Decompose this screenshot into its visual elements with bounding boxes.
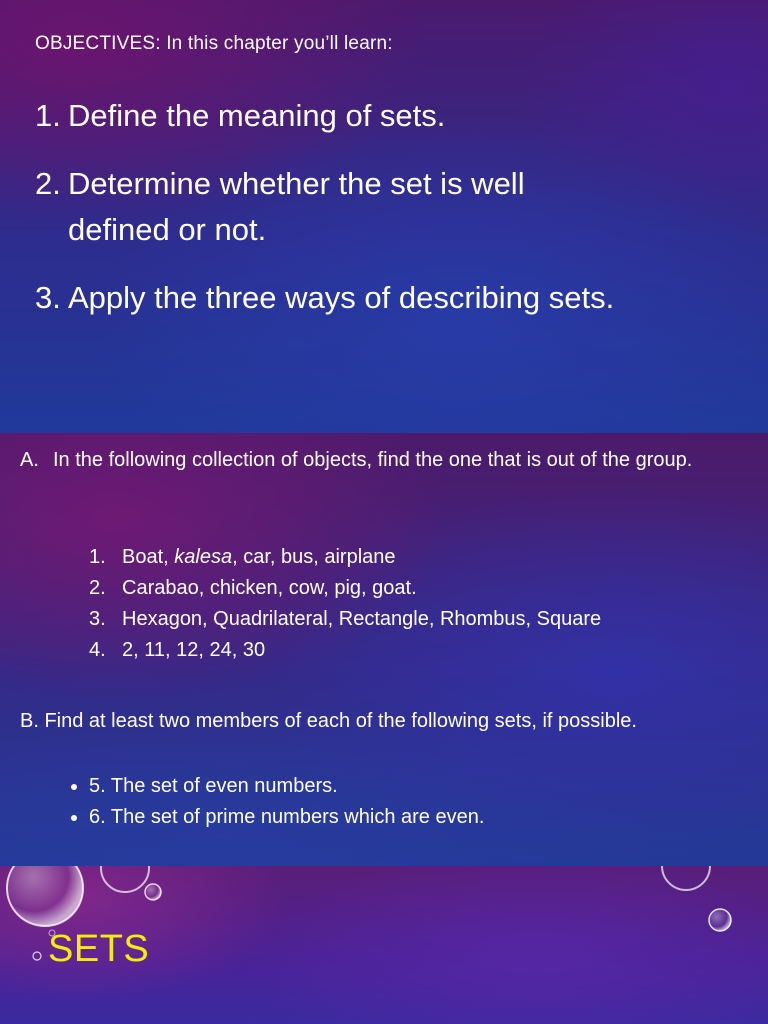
section-b-instruction: B. Find at least two members of each of the following sets, if possible. [20,710,637,732]
item-text: Carabao, chicken, cow, pig, goat. [122,577,417,599]
objective-text: Define the meaning of sets. [68,98,446,133]
section-a-list [49,542,601,666]
item-text-pre: Boat, [122,546,175,568]
objective-item [35,93,755,139]
list-item: • 5. The set of even numbers. [89,771,484,802]
section-a-letter: A. [20,449,39,471]
item-number: 3. [89,608,106,630]
item-text-post: , car, bus, airplane [232,546,396,568]
item-text: Hexagon, Quadrilateral, Rectangle, Rhombus, Square [122,608,602,630]
item-number: 2. [89,577,106,599]
objective-item [35,275,755,321]
objective-text: Apply the three ways of describing sets. [68,280,615,315]
bubble-icon [101,866,149,892]
item-text: 2, 11, 12, 24, 30 [122,639,266,661]
objective-number: 1. [35,98,61,133]
objective-text: Determine whether the set is well defined or not. [68,166,525,247]
list-item [89,604,601,635]
bubble-icon [33,952,41,960]
bubble-icon [145,884,161,900]
item-number: 4. [89,639,106,661]
list-item [89,635,601,666]
objective-number: 3. [35,280,61,315]
item-number: 1. [89,546,106,568]
slide-title-text: SETS [48,928,150,970]
slide-title [0,866,768,1024]
section-a [20,445,758,476]
list-item: • 6. The set of prime numbers which are even. [89,802,484,833]
bubble-icon [709,909,731,931]
slide-objectives [0,0,768,433]
objective-item [35,161,755,253]
list-item [89,542,601,573]
bubble-icon [7,866,83,926]
objectives-heading: OBJECTIVES: In this chapter you’ll learn: [35,33,393,54]
item-text [122,542,396,573]
bubble-icon [662,866,710,890]
objective-number: 2. [35,166,61,201]
section-b-list [49,771,484,833]
list-item [89,573,601,604]
objectives-list [35,93,755,343]
slide-activities [0,433,768,866]
item-text-italic: kalesa [174,546,233,568]
section-a-instruction: In the following collection of objects, find the one that is out of the group. [53,449,693,471]
